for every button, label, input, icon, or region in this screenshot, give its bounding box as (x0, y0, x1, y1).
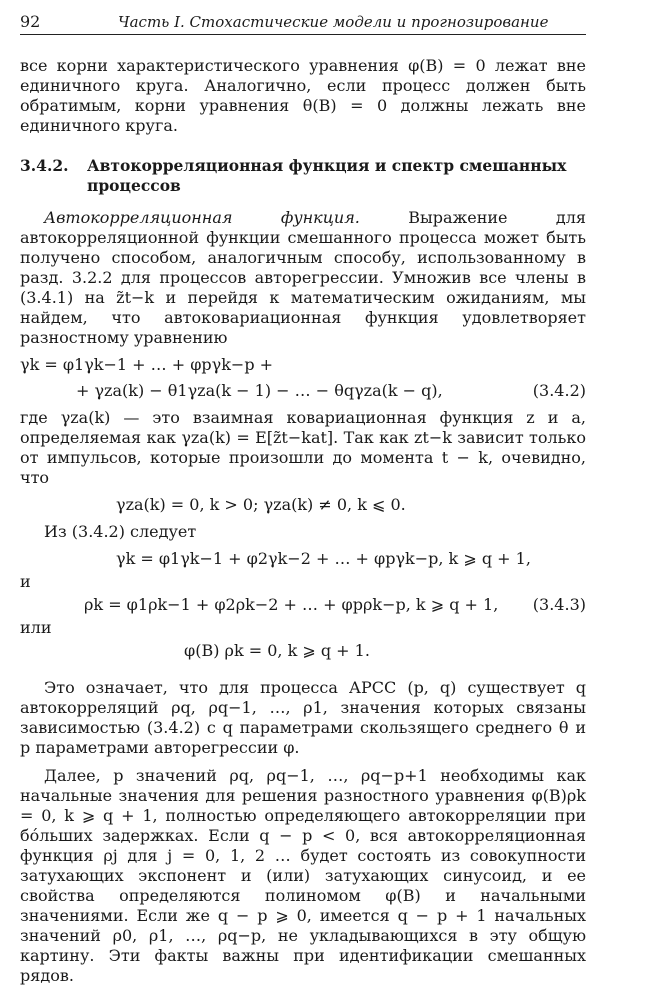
running-title: Часть I. Стохастические модели и прогнозирование (118, 13, 549, 31)
equation-342-tag: (3.4.2) (532, 381, 586, 400)
intro-paragraph: все корни характеристического уравнения φ(B) = 0 лежат вне единичного круга. Аналогично, если процесс должен быть обратимым, корни уравнения θ(B) = 0 должны лежать вне единичного круга. (20, 56, 586, 135)
equation-gamma (20, 546, 586, 572)
section-number: 3.4.2. (20, 156, 69, 175)
equation-343-text: ρk = φ1ρk−1 + φ2ρk−2 + … + φpρk−p, k ⩾ q + 1, (84, 595, 499, 614)
and-text: и (20, 572, 31, 591)
equation-condition (20, 492, 586, 518)
equation-343 (20, 592, 586, 618)
acf-text: Выражение для автокорреляционной функции смешанного процесса может быть получено способом, аналогичным способу, использованному в разд. 3.2.2 для процессов авторегрессии. Умножив все члены в (3.4.1) на z̃t−k и перейдя к математическим ожиданиям, мы найдем, что автоковариационная функция удовлетворяет разностному уравнению (20, 208, 586, 347)
further-paragraph: Далее, p значений ρq, ρq−1, …, ρq−p+1 необходимы как начальные значения для решения разностного уравнения φ(B)ρk = 0, k ⩾ q + 1, полностью определяющего автокорреляции при бóльших задержках. Если q − p < 0, вся автокорреляционная функция ρj для j = 0, 1, 2 … будет состоять из совокупности затухающих экспонент и (или) затухающих синусоид, и ее свойства определяются полиномом φ(B) и начальными значениями. Если же q − p ⩾ 0, имеется q − p + 1 начальных значений ρ0, ρ1, …, ρq−p, не укладывающихся в эту общую картину. Эти факты важны при идентификации смешанных рядов. (20, 766, 586, 985)
or-text: или (20, 618, 52, 637)
section-title-line1: Автокорреляционная функция и спектр смешанных (87, 156, 567, 175)
page-body (20, 56, 586, 986)
equation-342-part1: γk = φ1γk−1 + … + φpγk−p + (20, 355, 274, 374)
page-header (20, 12, 586, 35)
equation-condition-text: γza(k) = 0, k > 0; γza(k) ≠ 0, k ⩽ 0. (116, 495, 406, 514)
from-text: Из (3.4.2) следует (44, 522, 197, 541)
means-paragraph: Это означает, что для процесса АРСС (p, q) существует q автокорреляций ρq, ρq−1, …, ρ1, значения которых связаны зависимостью (3.4.2) с q параметрами скользящего среднего θ и p параметрами авторегрессии φ. (20, 678, 586, 757)
page-number: 92 (20, 12, 41, 31)
cross-cov-paragraph: где γza(k) — это взаимная ковариационная функция z и a, определяемая как γza(k) = E[z̃t−kat]. Так как zt−k зависит только от импульсов, которые произошли до момента t − k, очевидно, что (20, 408, 586, 487)
acf-paragraph (20, 208, 586, 348)
equation-342-line2 (20, 378, 586, 404)
section-title-line2: процессов (87, 176, 181, 195)
equation-phi (20, 638, 586, 664)
section-heading (20, 156, 586, 196)
equation-342-line1 (20, 352, 586, 378)
equation-342-part2: + γza(k) − θ1γza(k − 1) − … − θqγza(k − q), (76, 381, 443, 400)
equation-gamma-text: γk = φ1γk−1 + φ2γk−2 + … + φpγk−p, k ⩾ q + 1, (116, 549, 531, 568)
equation-phi-text: φ(B) ρk = 0, k ⩾ q + 1. (184, 641, 370, 660)
acf-lead: Автокорреляционная функция. (44, 208, 360, 227)
equation-343-tag: (3.4.3) (532, 595, 586, 614)
